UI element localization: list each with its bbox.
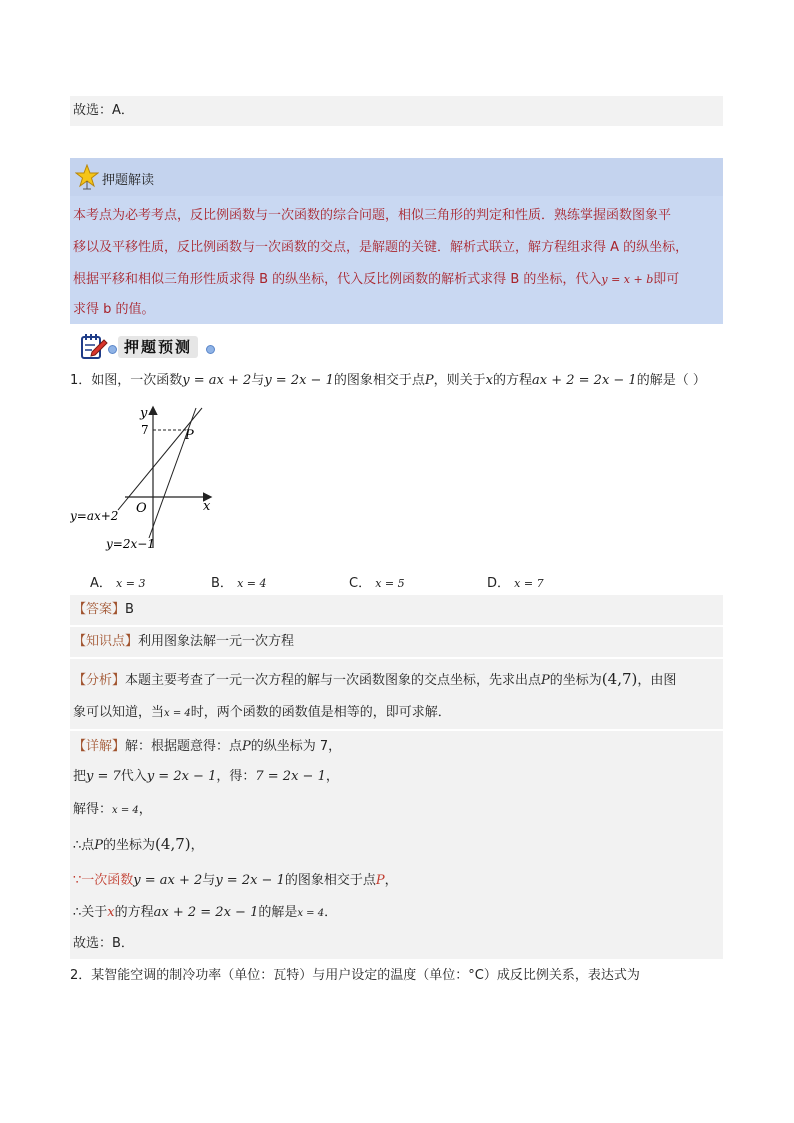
option-b-val: x = 4 <box>237 577 267 590</box>
detail-4a: ∴点 <box>73 838 95 853</box>
detail-2m3: 7 = 2x − 1 <box>255 769 326 784</box>
graph-line1-label: y=ax+2 <box>70 509 119 523</box>
graph-y-label: y <box>140 406 148 421</box>
q1-stem <box>70 371 706 391</box>
detail-1b: 的纵坐标为 7， <box>250 739 342 754</box>
answer-value: B <box>125 602 134 617</box>
badge-dot-right <box>206 345 215 354</box>
detail-3m: x = 4 <box>112 805 139 816</box>
analysis-2m: x = 4 <box>164 708 191 719</box>
detail-line-1 <box>73 737 341 757</box>
detail-tag: 【详解】 <box>73 739 126 754</box>
kp-line <box>73 632 294 652</box>
detail-3a: 解得： <box>73 802 113 817</box>
answer-line <box>73 600 134 620</box>
detail-2c: ，得： <box>216 769 256 784</box>
detail-4m: (4,7) <box>155 835 191 853</box>
kp-tag: 【知识点】 <box>73 634 139 649</box>
q1-stem-e: 的方程 <box>492 373 532 388</box>
line-ax-plus-2 <box>118 408 202 510</box>
callout-box <box>70 158 723 324</box>
analysis-2b: 时，两个函数的函数值是相等的，即可求解． <box>190 705 451 720</box>
q2-stem: 2．某智能空调的制冷功率（单位：瓦特）与用户设定的温度（单位：°C）成反比例关系，表达式为 <box>70 968 640 983</box>
detail-2m2: y = 2x − 1 <box>146 769 217 784</box>
top-answer-row <box>70 96 723 126</box>
q1-stem-b: 与 <box>251 373 265 388</box>
detail-2d: ， <box>325 769 339 784</box>
analysis-1c: (4,7) <box>601 670 638 688</box>
detail-line-4 <box>73 834 204 856</box>
q1-stem-f1: y = ax + 2 <box>182 373 252 388</box>
detail-5m1: y = ax + 2 <box>133 873 203 888</box>
option-a-val: x = 3 <box>116 577 146 590</box>
graph-p-label: P <box>185 428 194 443</box>
detail-6c: 的解是 <box>258 905 298 920</box>
detail-5p: P <box>375 873 385 888</box>
graph-x-label: x <box>203 499 211 514</box>
top-answer: 故选：A． <box>73 103 134 118</box>
detail-6b: 的方程 <box>114 905 154 920</box>
detail-3b: ， <box>138 802 152 817</box>
callout-line-2: 移以及平移性质，反比例函数与一次函数的交点，是解题的关键．解析式联立，解方程组求得 A 的纵坐标， <box>73 240 689 255</box>
detail-5a: ∵一次函数 <box>73 873 134 888</box>
star-icon <box>75 164 99 190</box>
detail-2m1: y = 7 <box>86 769 121 784</box>
option-c-key: C． <box>349 576 372 591</box>
q1-stem-d: ，则关于 <box>433 373 486 388</box>
graph-o-label: O <box>136 501 147 516</box>
callout-header <box>70 158 723 196</box>
detail-final: 故选：B． <box>73 936 134 951</box>
q1-stem-p: P <box>424 373 434 388</box>
callout-line-3 <box>73 270 679 290</box>
option-c[interactable] <box>349 572 405 591</box>
detail-line-2 <box>73 767 339 787</box>
detail-2a: 把 <box>73 769 87 784</box>
detail-5d: ， <box>384 873 398 888</box>
option-d-val: x = 7 <box>514 577 544 590</box>
q1-stem-f2: y = 2x − 1 <box>264 373 334 388</box>
q1-stem-f: 的解是（ ） <box>636 373 706 388</box>
detail-6d: ． <box>324 905 338 920</box>
analysis-1a: 本题主要考查了一元一次方程的解与一次函数图象的交点坐标，先求出点 <box>125 673 542 688</box>
detail-1p: P <box>242 739 251 754</box>
callout-line-3-math: y = x + b <box>601 273 654 286</box>
option-b[interactable] <box>211 572 266 591</box>
analysis-line-2 <box>73 703 451 724</box>
detail-6a: ∴关于 <box>73 905 108 920</box>
detail-5c: 的图象相交于点 <box>284 873 376 888</box>
detail-6m: ax + 2 = 2x − 1 <box>153 905 259 920</box>
detail-5b: 与 <box>202 873 216 888</box>
detail-4p: P <box>94 838 104 853</box>
analysis-2a: 象可以知道，当 <box>73 705 165 720</box>
option-a[interactable] <box>90 572 145 591</box>
analysis-1p: P <box>541 673 550 688</box>
analysis-1d: ，由图 <box>637 673 677 688</box>
analysis-line-1 <box>73 669 676 691</box>
q1-stem-eq: ax + 2 = 2x − 1 <box>532 373 637 388</box>
detail-2b: 代入 <box>120 769 147 784</box>
option-a-key: A． <box>90 576 112 591</box>
badge-dot-left <box>108 345 117 354</box>
graph-line2-label: y=2x−1 <box>106 537 155 551</box>
detail-line-5 <box>73 871 398 891</box>
analysis-tag: 【分析】 <box>73 673 126 688</box>
detail-5m2: y = 2x − 1 <box>215 873 285 888</box>
callout-line-4: 求得 b 的值。 <box>73 302 155 317</box>
callout-line-3-tail: 即可 <box>653 272 680 287</box>
callout-title: 押题解读 <box>102 173 155 188</box>
graph-tick-7: 7 <box>141 423 149 437</box>
detail-4c: ， <box>190 838 204 853</box>
option-d[interactable] <box>487 572 544 591</box>
option-d-key: D． <box>487 576 511 591</box>
callout-line-3-text: 根据平移和相似三角形性质求得 B 的纵坐标，代入反比例函数的解析式求得 B 的坐标，代入 <box>73 272 602 287</box>
detail-1a: 解：根据题意得：点 <box>125 739 243 754</box>
q1-stem-a: 1．如图，一次函数 <box>70 373 183 388</box>
answer-row <box>70 595 723 625</box>
q1-stem-x: x <box>485 373 493 388</box>
analysis-1b: 的坐标为 <box>549 673 602 688</box>
kp-value: 利用图象法解一元一次方程 <box>138 634 295 649</box>
detail-6x: x <box>107 905 115 920</box>
q1-graph <box>70 398 230 558</box>
detail-line-6 <box>73 903 337 924</box>
answer-tag: 【答案】 <box>73 602 126 617</box>
q1-stem-c: 的图象相交于点 <box>333 373 425 388</box>
callout-line-1: 本考点为必考考点，反比例函数与一次函数的综合问题，相似三角形的判定和性质．熟练掌握函数图象平 <box>73 208 672 223</box>
option-b-key: B． <box>211 576 233 591</box>
option-c-val: x = 5 <box>375 577 405 590</box>
detail-line-3 <box>73 800 152 821</box>
detail-4b: 的坐标为 <box>103 838 156 853</box>
pencil-notepad-icon <box>80 332 108 360</box>
detail-6m2: x = 4 <box>297 908 325 919</box>
section-badge: 押题预测 <box>118 336 198 358</box>
